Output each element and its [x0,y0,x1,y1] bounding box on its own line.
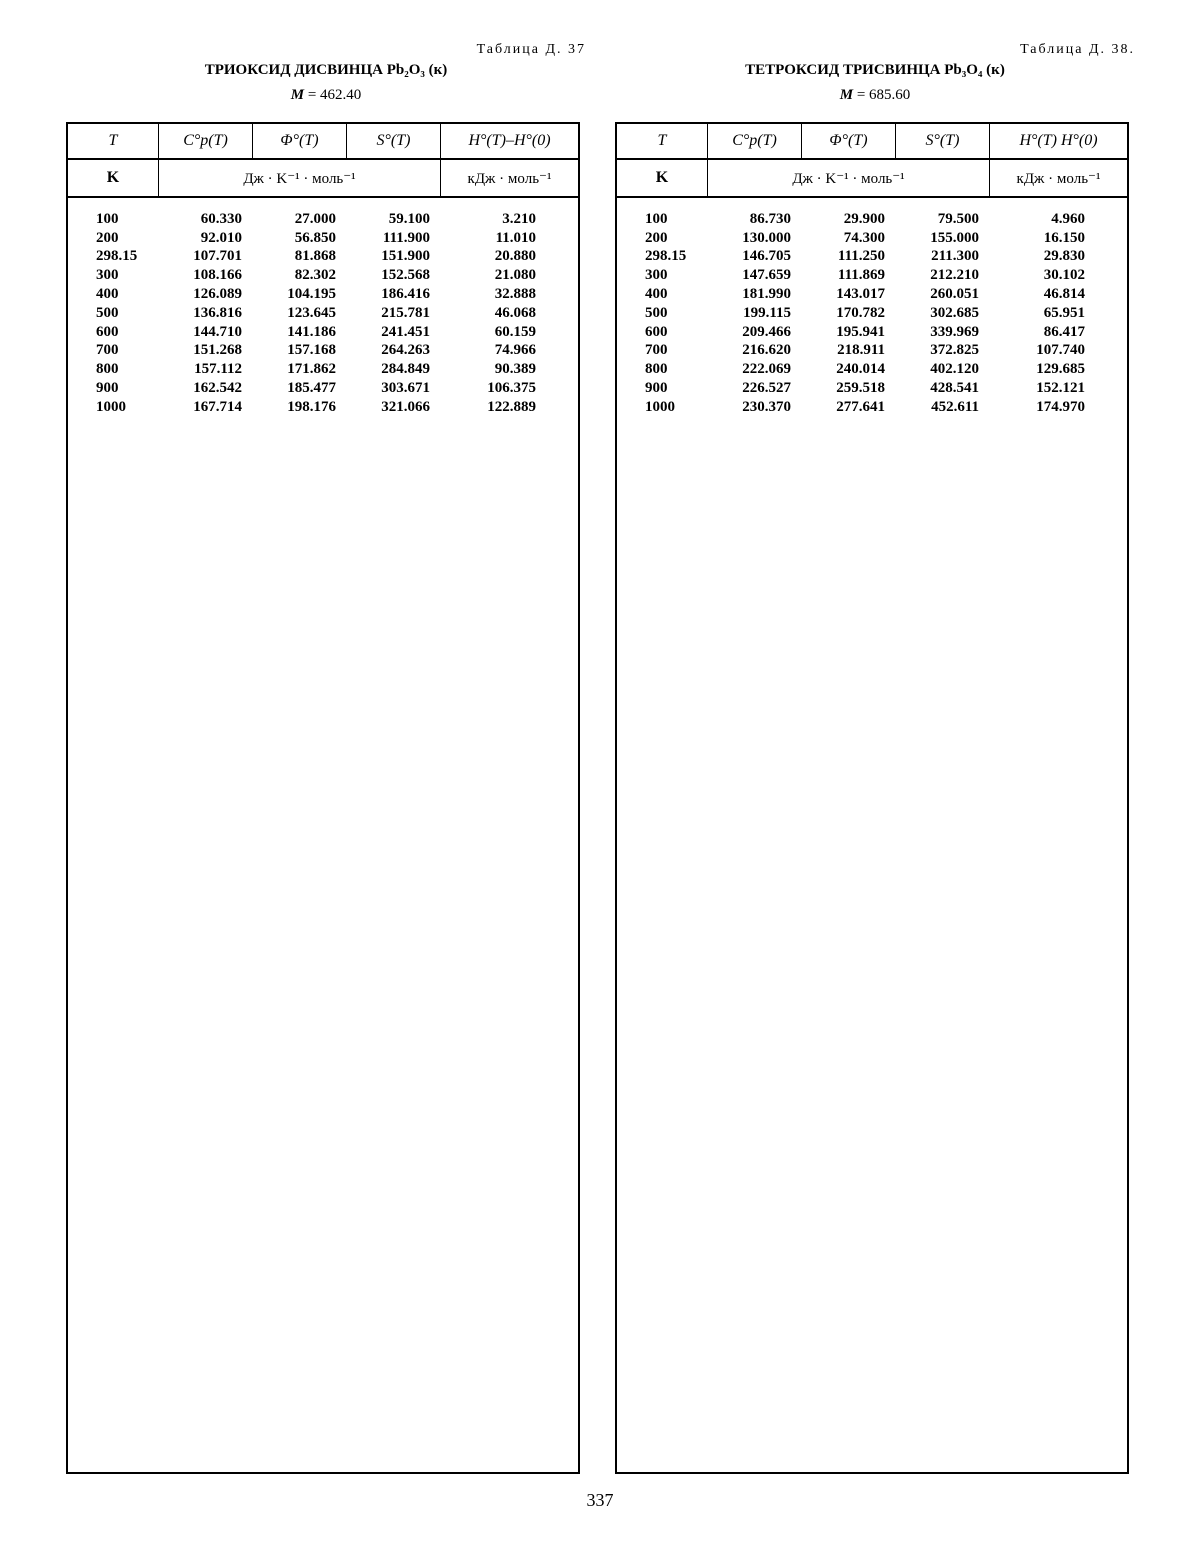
cell-cp: 157.112 [194,361,242,378]
table-number: Таблица Д. 38. [1020,42,1135,57]
table-row [617,210,1127,229]
cell-cp: 108.166 [193,267,242,284]
cell-phi: 141.186 [287,323,336,340]
cell-cp: 209.466 [742,323,791,340]
table-row [68,285,578,304]
cell-t: 700 [96,342,119,359]
cell-s: 241.451 [381,323,430,340]
table-row [617,323,1127,342]
cell-cp: 167.714 [193,398,242,415]
cell-h: 152.121 [1036,380,1085,397]
cell-t: 600 [96,323,119,340]
column-header-phi: Φ°(T) [252,124,346,158]
table-row [68,229,578,248]
cell-s: 428.541 [930,380,979,397]
data-table [615,122,1129,1474]
cell-cp: 136.816 [193,304,242,321]
cell-phi: 143.017 [836,286,885,303]
cell-s: 212.210 [930,267,979,284]
cell-t: 1000 [96,398,126,415]
table-body [617,210,1127,417]
cell-t: 800 [645,361,668,378]
table-row [68,248,578,267]
units-enthalpy: кДж · моль⁻¹ [440,160,578,196]
cell-t: 900 [645,380,668,397]
cell-h: 21.080 [494,267,536,284]
table-row [617,266,1127,285]
cell-h: 74.966 [494,342,536,359]
cell-h: 65.951 [1043,304,1085,321]
data-table [66,122,580,1474]
cell-phi: 277.641 [836,398,885,415]
cell-t: 500 [96,304,119,321]
header-row [68,124,578,160]
cell-t: 300 [645,267,668,284]
molar-mass-label: M [839,87,854,103]
cell-s: 186.416 [381,286,430,303]
cell-t: 1000 [645,398,675,415]
cell-t: 200 [96,229,119,246]
cell-s: 372.825 [930,342,979,359]
cell-cp: 144.710 [193,323,242,340]
cell-phi: 171.862 [287,361,336,378]
cell-s: 303.671 [381,380,430,397]
units-row [68,160,578,198]
cell-t: 400 [645,286,668,303]
cell-cp: 92.010 [200,229,242,246]
cell-h: 29.830 [1043,248,1085,265]
cell-s: 211.300 [931,248,979,265]
cell-phi: 29.900 [843,210,885,227]
cell-s: 302.685 [930,304,979,321]
table-row [68,342,578,361]
cell-phi: 104.195 [287,286,336,303]
cell-cp: 199.115 [743,304,791,321]
column-header-s: S°(T) [895,124,989,158]
table-row [68,323,578,342]
cell-phi: 170.782 [836,304,885,321]
cell-phi: 111.250 [837,248,885,265]
cell-t: 900 [96,380,119,397]
cell-h: 107.740 [1036,342,1085,359]
table-row [617,379,1127,398]
cell-s: 402.120 [930,361,979,378]
molar-mass-value: = 685.60 [856,87,911,103]
cell-phi: 195.941 [836,323,885,340]
units-molar: Дж · K⁻¹ · моль⁻¹ [707,160,989,196]
cell-s: 339.969 [930,323,979,340]
cell-phi: 56.850 [294,229,336,246]
table-body [68,210,578,417]
table-row [68,304,578,323]
cell-cp: 86.730 [749,210,791,227]
cell-h: 11.010 [495,229,536,246]
cell-phi: 185.477 [287,380,336,397]
table-number: Таблица Д. 37 [476,42,586,57]
cell-phi: 198.176 [287,398,336,415]
cell-h: 122.889 [487,398,536,415]
cell-cp: 130.000 [742,229,791,246]
table-title: ТРИОКСИД ДИСВИНЦА Pb₂O₃ (к) [204,62,448,78]
cell-h: 46.814 [1043,286,1085,303]
cell-cp: 181.990 [742,286,791,303]
cell-t: 200 [645,229,668,246]
units-enthalpy: кДж · моль⁻¹ [989,160,1127,196]
cell-cp: 60.330 [200,210,242,227]
molar-mass-value: = 462.40 [307,87,362,103]
cell-cp: 230.370 [742,398,791,415]
cell-cp: 151.268 [193,342,242,359]
cell-h: 60.159 [494,323,536,340]
cell-s: 260.051 [930,286,979,303]
cell-cp: 146.705 [742,248,791,265]
column-header-cp: C°p(T) [158,124,252,158]
cell-t: 300 [96,267,119,284]
cell-phi: 240.014 [836,361,885,378]
cell-phi: 259.518 [836,380,885,397]
cell-phi: 157.168 [287,342,336,359]
cell-h: 30.102 [1043,267,1085,284]
cell-t: 298.15 [645,248,687,265]
cell-phi: 74.300 [843,229,885,246]
cell-s: 452.611 [931,398,979,415]
cell-h: 32.888 [494,286,536,303]
cell-h: 4.960 [1051,210,1085,227]
cell-t: 600 [645,323,668,340]
units-t: K [655,169,669,186]
units-molar: Дж · K⁻¹ · моль⁻¹ [158,160,440,196]
cell-cp: 107.701 [193,248,242,265]
column-header-cp: C°p(T) [707,124,801,158]
cell-s: 284.849 [381,361,430,378]
cell-t: 700 [645,342,668,359]
cell-phi: 81.868 [294,248,336,265]
cell-cp: 226.527 [742,380,791,397]
units-row [617,160,1127,198]
cell-t: 800 [96,361,119,378]
column-header-t: T [657,132,667,149]
table-row [68,360,578,379]
cell-h: 129.685 [1036,361,1085,378]
table-row [617,342,1127,361]
cell-s: 79.500 [937,210,979,227]
cell-s: 321.066 [381,398,430,415]
header-row [617,124,1127,160]
cell-phi: 111.869 [837,267,885,284]
cell-s: 59.100 [388,210,430,227]
column-header-t: T [108,132,118,149]
column-header-h: H°(T)–H°(0) [440,124,578,158]
cell-cp: 216.620 [742,342,791,359]
cell-t: 298.15 [96,248,138,265]
cell-h: 46.068 [494,304,536,321]
table-row [68,266,578,285]
cell-s: 111.900 [382,229,430,246]
table-row [617,360,1127,379]
cell-phi: 82.302 [294,267,336,284]
cell-t: 500 [645,304,668,321]
cell-phi: 123.645 [287,304,336,321]
cell-h: 16.150 [1043,229,1085,246]
cell-cp: 126.089 [193,286,242,303]
molar-mass-label: M [290,87,305,103]
column-header-h: H°(T) H°(0) [989,124,1127,158]
cell-s: 215.781 [381,304,430,321]
cell-h: 86.417 [1043,323,1085,340]
column-header-s: S°(T) [346,124,440,158]
table-row [68,210,578,229]
table-title: ТЕТРОКСИД ТРИСВИНЦА Pb₃O₄ (к) [745,62,1005,78]
cell-h: 106.375 [487,380,536,397]
cell-t: 100 [645,210,668,227]
table-row [617,229,1127,248]
cell-h: 174.970 [1036,398,1085,415]
cell-s: 152.568 [381,267,430,284]
table-row [617,398,1127,417]
cell-s: 155.000 [930,229,979,246]
cell-s: 264.263 [381,342,430,359]
molar-mass [615,87,1135,104]
cell-t: 100 [96,210,119,227]
cell-h: 3.210 [502,210,536,227]
cell-phi: 27.000 [294,210,336,227]
cell-cp: 162.542 [193,380,242,397]
table-row [617,285,1127,304]
cell-s: 151.900 [381,248,430,265]
table-row [617,248,1127,267]
cell-cp: 147.659 [742,267,791,284]
cell-h: 90.389 [494,361,536,378]
cell-phi: 218.911 [837,342,885,359]
units-t: K [106,169,120,186]
table-row [68,379,578,398]
table-row [68,398,578,417]
cell-cp: 222.069 [742,361,791,378]
cell-h: 20.880 [494,248,536,265]
cell-t: 400 [96,286,119,303]
table-row [617,304,1127,323]
column-header-phi: Φ°(T) [801,124,895,158]
molar-mass [66,87,586,104]
page-number: 337 [586,1490,614,1510]
